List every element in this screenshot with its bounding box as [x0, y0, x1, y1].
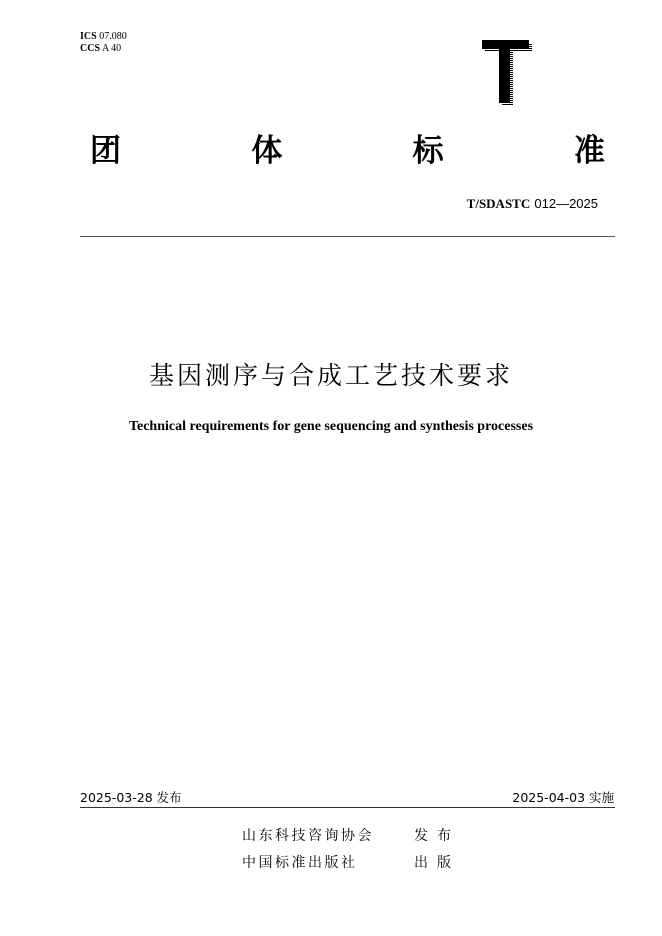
ics-ccs-block: [80, 31, 127, 55]
bottom-divider: [80, 807, 615, 808]
standard-type-char: 团: [90, 133, 121, 169]
implementation-date: 2025-04-03 实施: [512, 790, 614, 805]
standard-type-heading: [90, 133, 605, 169]
standard-code: [467, 196, 598, 213]
publisher-action: 出版: [414, 855, 460, 871]
t-logo-icon: [482, 40, 532, 106]
standard-code-number: 012—2025: [534, 196, 598, 211]
title-chinese: 基因测序与合成工艺技术要求: [148, 361, 513, 390]
ics-value: 07.080: [99, 31, 127, 42]
standard-code-prefix: T/SDASTC: [466, 196, 531, 211]
ics-label: ICS: [80, 31, 97, 42]
ics-line: [80, 31, 127, 43]
publisher-name: 山东科技咨询协会: [242, 828, 374, 844]
publisher-row: [242, 854, 460, 872]
ccs-label: CCS: [80, 43, 101, 54]
ccs-line: [80, 43, 127, 55]
publisher-name: 中国标准出版社: [242, 855, 358, 871]
standard-type-char: 准: [573, 133, 605, 169]
top-divider: [80, 236, 615, 237]
publisher-action: 发布: [414, 828, 460, 844]
standard-type-char: 标: [412, 133, 444, 169]
standard-type-char: 体: [251, 133, 283, 169]
publisher-row: [242, 827, 460, 845]
title-english: Technical requirements for gene sequencing and synthesis processes: [128, 419, 534, 434]
ccs-value: A 40: [101, 43, 122, 54]
issue-date: 2025-03-28 发布: [80, 790, 182, 805]
